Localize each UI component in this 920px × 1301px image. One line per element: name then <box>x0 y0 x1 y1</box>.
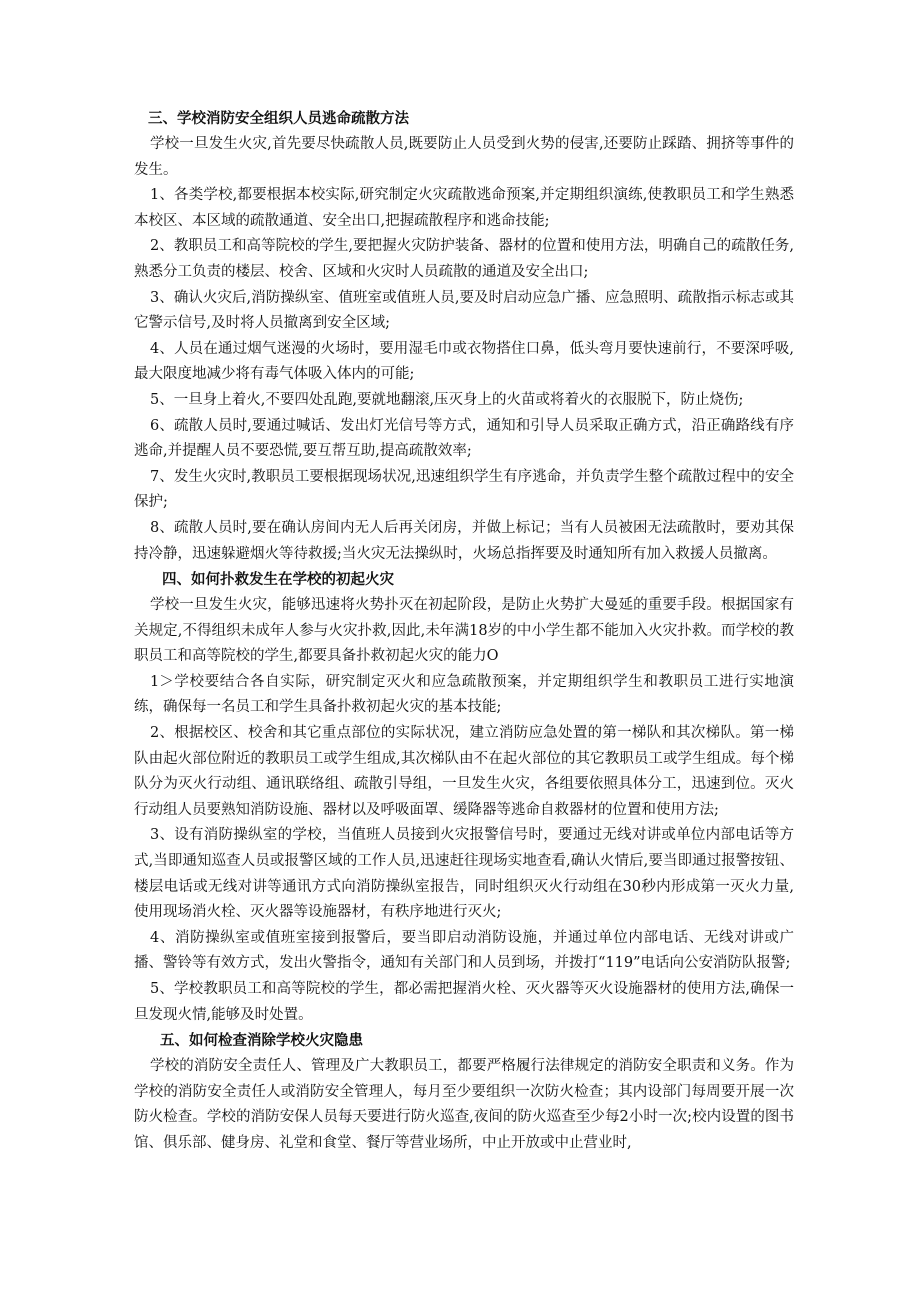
document-body <box>134 106 794 1157</box>
paragraph: 2、根据校区、校舍和其它重点部位的实际状况，建立消防应急处置的第一梯队和其次梯队。第一梯队由起火部位附近的教职员工或学生组成,其次梯队由不在起火部位的其它教职员工或学生组成。每个梯队分为灭火行动组、通讯联络组、疏散引导组，一旦发生火灾，各组要依照具体分工，迅速到位。灭火行动组人员要熟知消防设施、器材以及呼吸面罩、缓降器等逃命自救器材的位置和使用方法; <box>134 725 794 818</box>
paragraph: 3、确认火灾后,消防操纵室、值班室或值班人员,要及时启动应急广播、应急照明、疏散指示标志或其它警示信号,及时将人员撤离到安全区域; <box>134 289 794 332</box>
paragraph: 学校一旦发生火灾，能够迅速将火势扑灭在初起阶段，是防止火势扩大曼延的重要手段。根据国家有关规定,不得组织未成年人参与火灾扑救,因此,未年满18岁的中小学生都不能加入火灾扑救。而学校的教职员工和高等院校的学生,都要具备扑救初起火灾的能力O <box>134 597 794 665</box>
paragraph: 4、人员在通过烟气迷漫的火场时，要用湿毛巾或衣物搭住口鼻，低头弯月要快速前行，不要深呼吸,最大限度地减少将有毒气体吸入体内的可能; <box>134 340 794 383</box>
paragraph: 6、疏散人员时,要通过喊话、发出灯光信号等方式，通知和引导人员采取正确方式，沿正确路线有序逃命,并提醒人员不要恐慌,要互帮互助,提高疏散效率; <box>134 417 794 460</box>
paragraph: 1＞学校要结合各自实际，研究制定灭火和应急疏散预案，并定期组织学生和教职员工进行实地演练，确保每一名员工和学生具备扑救初起火灾的基本技能; <box>134 673 794 716</box>
section-heading-5: 五、如何检查消除学校火灾隐患 <box>160 1033 363 1050</box>
paragraph: 5、一旦身上着火,不要四处乱跑,要就地翻滚,压灭身上的火苗或将着火的衣服脱下，防止烧伤; <box>150 391 744 408</box>
paragraph: 学校的消防安全责任人、管理及广大教职员工，都要严格履行法律规定的消防安全职责和义务。作为学校的消防安全责任人或消防安全管理人，每月至少要组织一次防火检查；其内设部门每周要开展一次防火检查。学校的消防安保人员每天要进行防火巡查,夜间的防火巡查至少每2小时一次;校内设置的图书馆、俱乐部、健身房、礼堂和食堂、餐厅等营业场所，中止开放或中止营业时, <box>134 1058 794 1151</box>
paragraph: 5、学校教职员工和高等院校的学生，都必需把握消火栓、灭火器等灭火设施器材的使用方法,确保一旦发现火情,能够及时处置。 <box>134 981 794 1023</box>
paragraph: 4、消防操纵室或值班室接到报警后，要当即启动消防设施，并通过单位内部电话、无线对讲或广播、警铃等有效方式，发出火警指令，通知有关部门和人员到场，并拨打“119”电话向公安消防队报警; <box>134 929 794 972</box>
paragraph: 3、设有消防操纵室的学校，当值班人员接到火灾报警信号时，要通过无线对讲或单位内部电话等方式,当即通知巡查人员或报警区域的工作人员,迅速赶往现场实地查看,确认火情后,要当即通过报警按钮、楼层电话或无线对讲等通讯方式向消防操纵室报告，同时组织灭火行动组在30秒内形成第一灭火力量,使用现场消火栓、灭火器等设施器材，有秩序地进行灭火; <box>134 827 794 921</box>
paragraph: 1、各类学校,都要根据本校实际,研究制定火灾疏散逃命预案,并定期组织演练,使教职员工和学生熟悉本校区、本区域的疏散通道、安全出口,把握疏散程序和逃命技能; <box>134 187 794 229</box>
paragraph: 学校一旦发生火灾,首先要尽快疏散人员,既要防止人员受到火势的侵害,还要防止踩踏、拥挤等事件的发生。 <box>134 136 794 178</box>
paragraph: 2、教职员工和高等院校的学生,要把握火灾防护装备、器材的位置和使用方法，明确自己的疏散任务,熟悉分工负责的楼层、校舍、区域和火灾时人员疏散的通道及安全出口; <box>134 238 794 280</box>
section-heading-3: 三、学校消防安全组织人员逃命疏散方法 <box>148 111 409 127</box>
section-heading-4: 四、如何扑救发生在学校的初起火灾 <box>162 572 394 589</box>
paragraph: 7、发生火灾时,教职员工要根据现场状况,迅速组织学生有序逃命，并负责学生整个疏散过程中的安全保护; <box>134 468 794 511</box>
paragraph: 8、疏散人员时,要在确认房间内无人后再关闭房，并做上标记；当有人员被困无法疏散时，要劝其保持冷静，迅速躲避烟火等待救援;当火灾无法操纵时，火场总指挥要及时通知所有加入救援人员撤离。 <box>134 519 794 562</box>
